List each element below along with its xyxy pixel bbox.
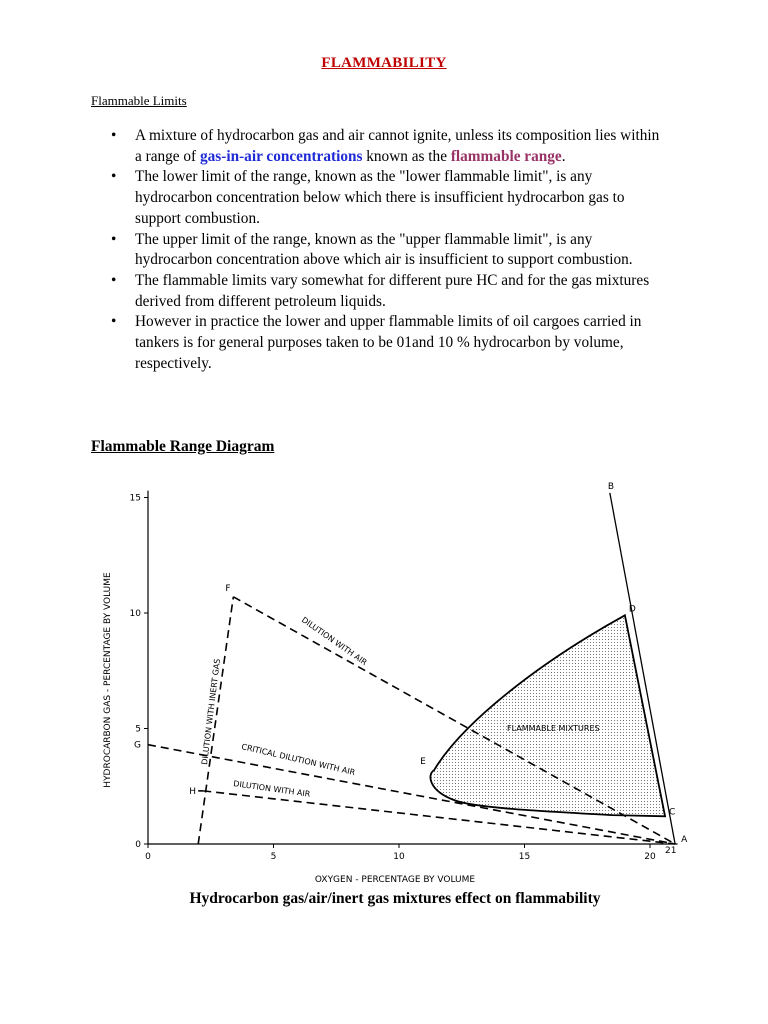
bullet-item (107, 271, 667, 312)
flammable-mixtures-label: FLAMMABLE MIXTURES (507, 724, 600, 733)
bullet-text: known as the (362, 147, 451, 165)
critical-dilution-label: CRITICAL DILUTION WITH AIR (240, 742, 357, 778)
point-label-f: F (225, 583, 231, 594)
point-label-c: C (669, 807, 676, 818)
y-tick-label: 15 (129, 493, 141, 504)
bullet-list (107, 126, 667, 374)
bullet-text: A mixture of hydrocarbon gas and air cannot ignite, unless its composition lies within a range of (135, 127, 660, 165)
bullet-text: The flammable limits vary somewhat for different pure HC and for the gas mixtures derived from different petroleum liquids. (135, 271, 650, 310)
x-tick-label: 10 (393, 852, 405, 862)
document-title: FLAMMABILITY (321, 55, 447, 71)
bullet-text: However in practice the lower and upper flammable limits of oil cargoes carried in tankers is for general purposes taken to be 01and 10 % hydrocarbon by volume, respectively. (135, 313, 642, 372)
bullet-item (107, 312, 667, 374)
diagram-caption: Hydrocarbon gas/air/inert gas mixtures effect on flammability (189, 890, 601, 907)
bullet-text: . (561, 147, 566, 165)
point-label-e: E (420, 757, 426, 768)
line-inert-gas-dilution (198, 597, 233, 844)
y-tick-label: 10 (129, 609, 141, 619)
highlight-gas-in-air: gas-in-air concentrations (199, 147, 363, 165)
point-label-b: B (607, 481, 615, 492)
highlight-flammable-range: flammable range (450, 147, 562, 165)
bullet-item (107, 167, 667, 229)
x-tick-label: 5 (270, 852, 277, 862)
x-tick-label: 0 (145, 852, 151, 862)
bullet-item (107, 230, 667, 271)
y-tick-label: 0 (135, 840, 141, 850)
y-tick-label: 5 (135, 724, 141, 735)
point-label-h: H (189, 786, 197, 797)
dilution-air-label-upper: DILUTION WITH AIR (299, 615, 369, 668)
x-axis-label: OXYGEN - PERCENTAGE BY VOLUME (314, 875, 476, 885)
x-tick-label: 20 (644, 852, 656, 862)
point-label-d: D (628, 604, 636, 615)
y-axis-label: HYDROCARBON GAS - PERCENTAGE BY VOLUME (103, 572, 113, 788)
point-label-g: G (134, 740, 141, 751)
dilution-inert-gas-label: DILUTION WITH INERT GAS (200, 658, 222, 766)
bullet-text: The upper limit of the range, known as the "upper flammable limit", is any hydrocarbon concentration above which air is insufficient to support combustion. (135, 230, 633, 269)
flammable-range-diagram (95, 480, 715, 885)
flammable-region (430, 615, 665, 816)
bullet-item (107, 126, 667, 167)
flammable-limits-heading: Flammable Limits (91, 93, 187, 108)
diagram-heading: Flammable Range Diagram (91, 438, 275, 455)
x-tick-21: 21 (665, 846, 677, 856)
bullet-text: The lower limit of the range, known as the "lower flammable limit", is any hydrocarbon concentration below which there is insufficient hydrocarbon gas to support combustion. (135, 168, 625, 227)
point-label-a: A (681, 835, 688, 845)
dilution-air-label-lower: DILUTION WITH AIR (232, 779, 311, 799)
x-tick-label: 15 (518, 852, 531, 862)
